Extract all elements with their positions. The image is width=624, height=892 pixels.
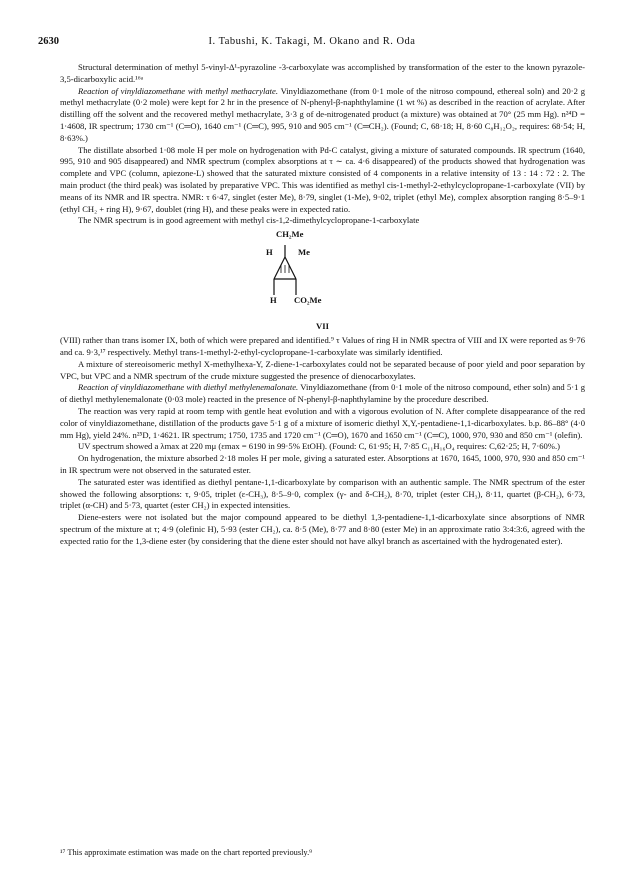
subheading-methacrylate: Reaction of vinyldiazomethane with methyl methacrylate. [78,85,278,96]
label-co2me: CO₂Me [294,295,322,306]
structure-figure [60,227,585,335]
paragraph-4: The NMR spectrum is in good agreement with methyl cis-1,2-dimethylcyclopropane-1-carboxylate [78,215,420,226]
paragraph-8: The reaction was very rapid at room temp with gentle heat evolution and with a vigorous evolution of N. After complete disappearance of the red color of vinyldiazomethane, distillation of the products gave 5·1 g of a mixture of isomeric diethyl X,Y,-pentadiene-1,1-dicarboxylates. b.p. 86–88° (4·0 mm Hg), yield 24%. n²⁵D, 1·4621. IR spectrum; 1750, 1735 and 1720 cm⁻¹ (C═O), 1670 and 1650 cm⁻¹ (C═C), 1000, 970, 930 and 850 cm⁻¹ (olefin). [60,405,585,440]
paragraph-9: UV spectrum showed a λmax at 220 mμ (εmax = 6190 in 99·5% EtOH). (Found: C, 61·95; H, 7·85 C₁₁H₁₆O₄ requires: C,62·25; H, 7·60%.) [78,441,560,452]
running-header [38,36,586,50]
paragraph-5: (VIII) rather than trans isomer IX, both of which were prepared and identified.⁹ τ Values of ring H in NMR spectra of VIII and IX were reported as 9·76 and ca. 9·3,¹⁷ respectively. Methyl trans-1-methyl-2-ethyl-cyclopropane-1-carboxylate was similarly identified. [60,335,585,357]
article-body [60,62,585,548]
label-ch2me: CH₂Me [276,229,304,240]
subheading-malonate: Reaction of vinyldiazomethane with diethyl methylenemalonate. [78,382,299,393]
paragraph-2-text: Vinyldiazomethane (from 0·1 mole of the nitroso compound, ethereal soln) and 20·2 g methyl methacrylate (0·2 mole) were kept for 2 hr in the presence of N-phenyl-β-naphthylamine (1 wt %) as described in the reaction of acrylate. After distilling off the solvent and the recovered methyl methacrylate, 3·3 g of de-nitrogenated product (a mixture) was obtained at 70° (25 mm Hg). n²⁴D = 1·4608, IR spectrum; 1730 cm⁻¹ (C═O), 1640 cm⁻¹ (C═C), 995, 910 and 905 cm⁻¹ (C═CH₂). (Found; C, 68·18; H, 8·60 C₈H₁₂O₂, requires: 68·54; H, 8·63%.) [60,85,585,143]
paragraph-10: On hydrogenation, the mixture absorbed 2·18 moles H per mole, giving a saturated ester. Absorptions at 1670, 1645, 1000, 970, 930 and 850 cm⁻¹ in IR spectrum were not observed in the saturated ester. [60,453,585,475]
paragraph-7 [60,382,585,406]
paragraph-2 [60,86,585,145]
label-h-bottom: H [270,295,277,306]
paragraph-3: The distillate absorbed 1·08 mole H per mole on hydrogenation with Pd-C catalyst, giving a mixture of saturated compounds. IR spectrum (1640, 995, 910 and 905 disappeared) and NMR spectrum (complex absorptions at τ ∼ ca. 4·6 disappeared) of the products showed that hydrogenation was complete and VPC (column, apiezone-L) showed that the saturated mixture consisted of 4 components in a relative intensity of 13 : 14 : 72 : 2. The main product (the third peak) was isolated by preparative VPC. This was identified as methyl cis-1-methyl-2-ethylcyclopropane-1-carboxylate (VII) by means of its NMR and IR spectra. NMR: τ 6·47, singlet (ester Me), 8·79, singlet (1-Me), 9·02, triplet (ethyl Me), complex absorption ranging 8·5–9·1 (ethyl CH₂ + ring H), 9·67, doublet (ring H), and these peaks were in expected ratio. [60,144,585,214]
cyclopropane-structure-drawing [230,227,350,319]
page-number: 2630 [38,36,59,47]
running-authors: I. Tabushi, K. Takagi, M. Okano and R. Oda [208,36,416,47]
paragraph-11: The saturated ester was identified as diethyl pentane-1,1-dicarboxylate by comparison with an authentic sample. The NMR spectrum of the ester showed the following absorptions: τ, 9·05, triplet (ε-CH₃), 8·5–9·0, complex (γ- and δ-CH₂), 8·70, triplet (ester CH₃), 8·11, quartet (β-CH₂), 6·73, triplet (α-CH) and 5·73, quartet (ester CH₂) in expected intensities. [60,476,585,511]
paragraph-12: Diene-esters were not isolated but the major compound appeared to be diethyl 1,3-pentadiene-1,1-dicarboxylate since absorptions of NMR spectrum of the mixture at τ; 4·9 (olefinic H), 5·93 (ester CH₂), ca. 8·5 (Me), 8·77 and 8·80 (ester Me) in an approximate ratio 3:4:3:6, agreed with the expected ratio for the 1,3-diene ester (by considering that the diene ester should not have alkyl branch as ascertained with the hydrogenated ester). [60,512,585,546]
footnote: ¹⁷ This approximate estimation was made on the chart reported previously.⁹ [60,848,313,857]
paragraph-1: Structural determination of methyl 5-vinyl-Δ¹-pyrazoline -3-carboxylate was accomplished by transformation of the ester to the known pyrazole-3,5-dicarboxylic acid.¹⁶ᵃ [60,62,585,84]
label-me: Me [298,247,310,258]
label-h-top: H [266,247,273,258]
paragraph-7-text: Vinyldiazomethane (from 0·1 mole of the nitroso compound, ether soln) and 5·1 g of diethyl methylenemalonate (0·03 mole) reacted in the presence of N-phenyl-β-naphthylamine by the procedure described. [60,382,585,405]
paragraph-6: A mixture of stereoisomeric methyl X-methylhexa-Y, Z-diene-1-carboxylates could not be separated because of poor yield and poor separation by VPC, but VPC and a NMR spectrum of the crude mixture suggested the presence of dienocarboxylates. [60,358,585,381]
figure-caption: VII [316,321,329,332]
